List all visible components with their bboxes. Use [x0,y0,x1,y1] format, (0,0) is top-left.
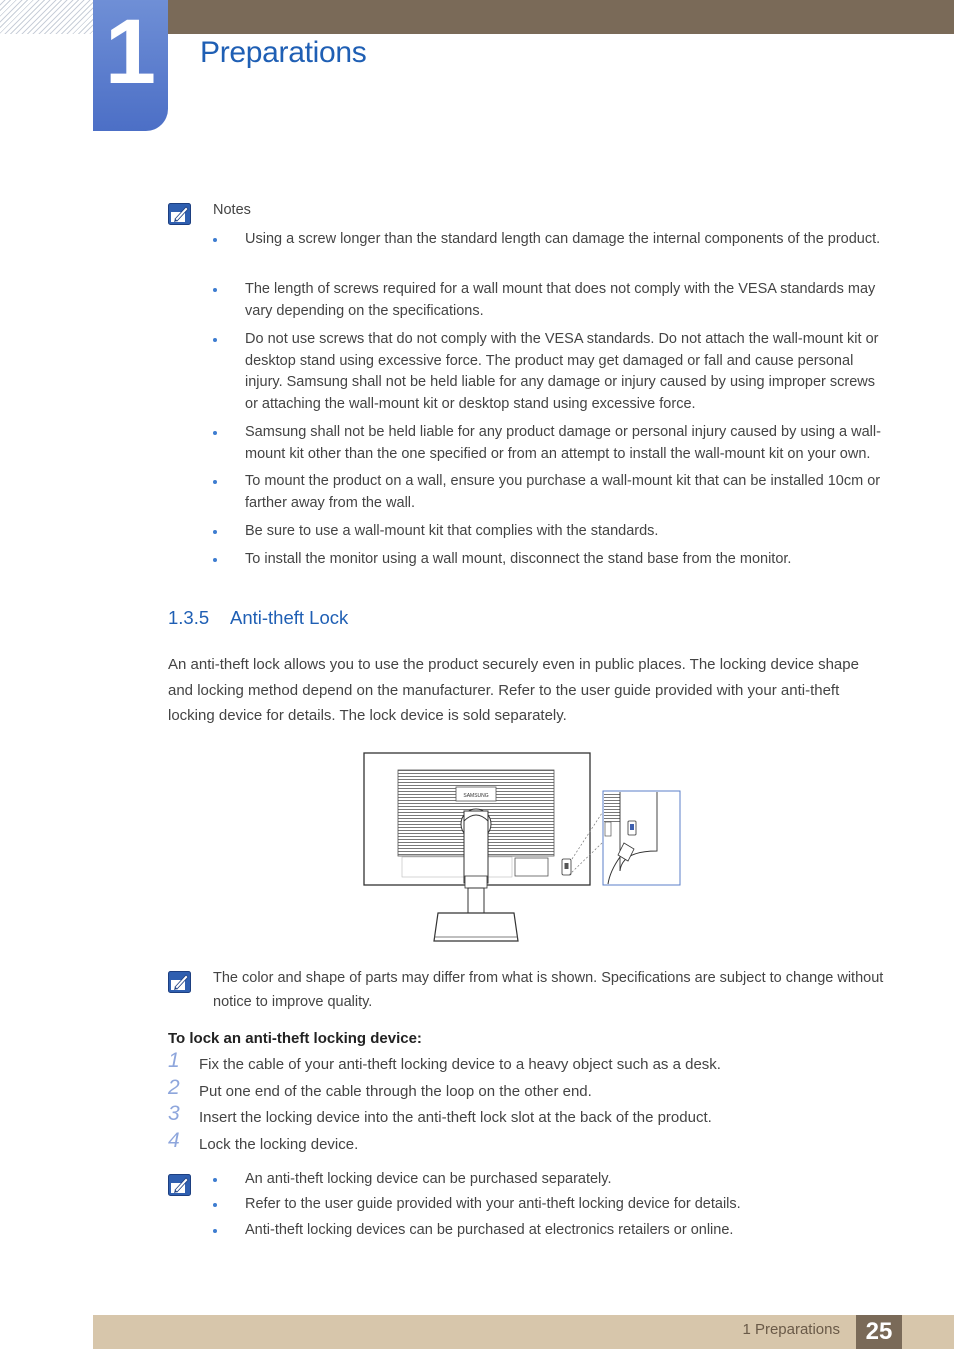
step-number: 4 [168,1129,180,1152]
page-number: 25 [856,1315,902,1349]
step-text: Insert the locking device into the anti-theft lock slot at the back of the product. [199,1109,712,1126]
notes-label: Notes [213,202,251,218]
note-icon [168,203,191,225]
procedure-heading: To lock an anti-theft locking device: [168,1030,422,1047]
section-number: 1.3.5 [168,607,210,628]
step-number: 1 [168,1049,180,1072]
bullet-icon [213,1178,217,1182]
chapter-title: Preparations [200,36,367,69]
bottom-notes-list: An anti-theft locking device can be purchased separately. Refer to the user guide provided with your anti-theft locking device for details. Anti-theft locking devices can be purchased at electronics retailers or online. [213,0,903,1260]
section-title: Anti-theft Lock [230,607,349,628]
brand-label: SAMSUNG [463,793,489,799]
step-text: Lock the locking device. [199,1136,359,1153]
bullet-icon [213,1203,217,1207]
chapter-number: 1 [104,1,157,103]
footer-chapter-label: 1 Preparations [742,1321,840,1338]
step-text: Fix the cable of your anti-theft locking device to a heavy object such as a desk. [199,1056,721,1073]
step-number: 3 [168,1102,180,1125]
bullet-icon [213,1229,217,1233]
step-number: 2 [168,1076,180,1099]
note-icon [168,971,191,993]
step-text: Put one end of the cable through the loop on the other end. [199,1083,592,1100]
header-hatch-decoration [0,0,93,34]
section-paragraph: An anti-theft lock allows you to use the product securely even in public places. The locking device shape and locking method depend on the manufacturer. Refer to the user guide provided with your anti-theft locking device for details. The lock device is sold separately. [168,656,859,724]
notes-list: Using a screw longer than the standard length can damage the internal components of the product. The length of screws required for a wall mount that does not comply with the VESA standards may vary depending on the specifications. Do not use screws that do not comply with the VESA standards. Do not attach the wall-mount kit or desktop stand using excessive force. The product may get damaged or fall and cause personal injury. Samsung shall not be held liable for any damage or injury caused by using improper screws or attaching the wall-mount kit or desktop stand using excessive force. Samsung shall not be held liable for any product damage or personal injury caused by using a wall-mount kit other than the one specified or from an attempt to install the wall-mount kit on your own. To mount the product on a wall, ensure you purchase a wall-mount kit that can be installed 10cm or farther away from the wall. Be sure to use a wall-mount kit that complies with the standards. To install the monitor using a wall mount, disconnect the stand base from the monitor. [213,0,903,600]
figure-note: The color and shape of parts may differ from what is shown. Specifications are subject to change without notice to improve quality. [213,970,884,1010]
note-icon [168,1174,191,1196]
